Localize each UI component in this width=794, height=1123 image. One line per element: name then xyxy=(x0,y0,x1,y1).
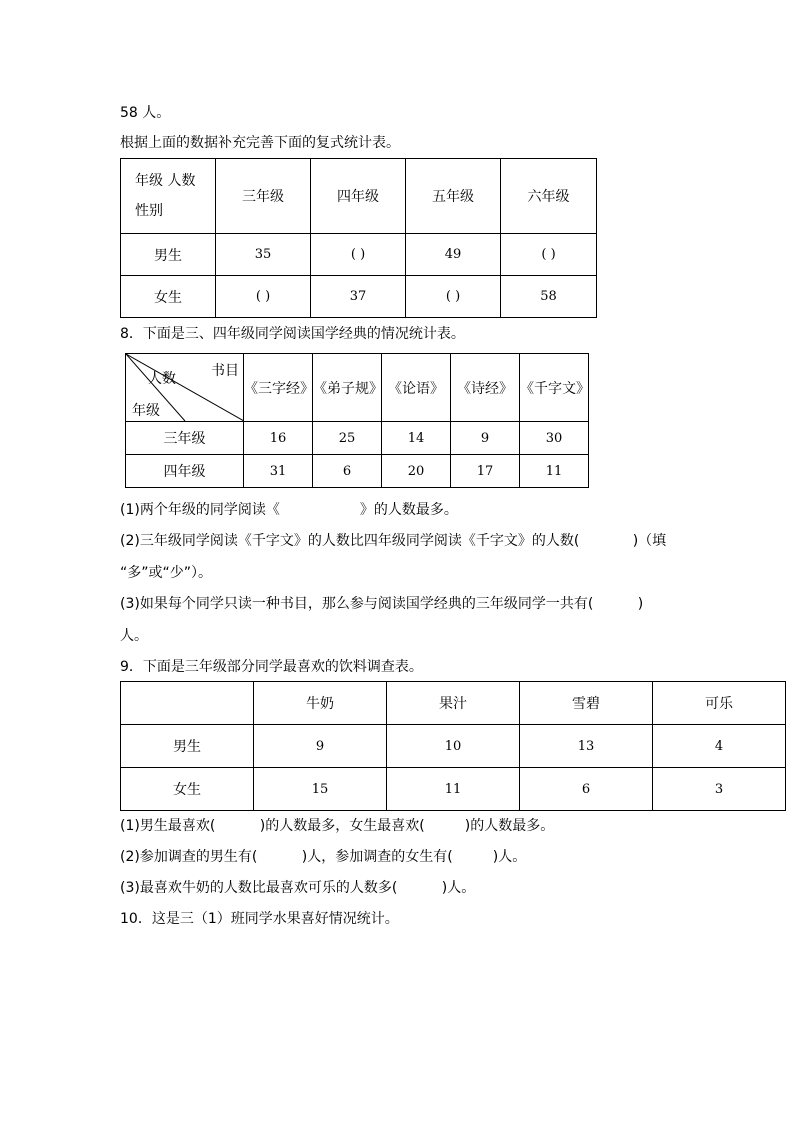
table2-row-label: 三年级 xyxy=(126,422,244,455)
table2-cell: 31 xyxy=(244,455,313,488)
table2-header: 《三字经》 xyxy=(244,354,313,422)
table1-corner xyxy=(121,159,216,234)
table3-header: 雪碧 xyxy=(520,682,653,725)
table3-cell: 10 xyxy=(387,725,520,768)
table1-blank-cell[interactable]: ( ) xyxy=(311,234,406,276)
table2-cell: 14 xyxy=(382,422,451,455)
table3-cell: 6 xyxy=(520,768,653,811)
table1-corner-top: 年级 人数 xyxy=(135,173,196,189)
text-line-58-people: 58 人。 xyxy=(120,105,171,121)
table2-header: 《论语》 xyxy=(382,354,451,422)
table2-row-label: 四年级 xyxy=(126,455,244,488)
table3-cell: 4 xyxy=(653,725,786,768)
table1-header: 三年级 xyxy=(216,159,311,234)
table3-cell: 9 xyxy=(254,725,387,768)
table2-corner-books: 书目 xyxy=(211,363,239,379)
table2-diagonal-corner xyxy=(126,354,244,422)
table3-header: 果汁 xyxy=(387,682,520,725)
question-9-heading: 9．下面是三年级部分同学最喜欢的饮料调查表。 xyxy=(120,659,423,675)
table2-cell: 20 xyxy=(382,455,451,488)
question-8-part-1: (1)两个年级的同学阅读《 》的人数最多。 xyxy=(120,502,458,518)
table1-cell: 49 xyxy=(406,234,501,276)
drink-survey-table xyxy=(120,681,786,811)
table1-blank-cell[interactable]: ( ) xyxy=(501,234,597,276)
table1-cell: 58 xyxy=(501,276,597,318)
table3-cell: 11 xyxy=(387,768,520,811)
table2-cell: 17 xyxy=(451,455,520,488)
question-8-part-3-cont: 人。 xyxy=(120,628,148,644)
table3-header: 牛奶 xyxy=(254,682,387,725)
table1-blank-cell[interactable]: ( ) xyxy=(406,276,501,318)
table1-cell: 37 xyxy=(311,276,406,318)
table1-header: 六年级 xyxy=(501,159,597,234)
question-10-heading: 10．这是三（1）班同学水果喜好情况统计。 xyxy=(120,911,399,927)
question-8-part-3: (3)如果每个同学只读一种书目，那么参与阅读国学经典的三年级同学一共有( ) xyxy=(120,596,644,612)
table2-cell: 11 xyxy=(520,455,589,488)
table3-cell: 13 xyxy=(520,725,653,768)
grade-gender-table xyxy=(120,158,597,318)
question-8-part-2-cont: “多”或“少”）。 xyxy=(120,565,213,581)
table1-row-label: 男生 xyxy=(121,234,216,276)
table2-cell: 6 xyxy=(313,455,382,488)
table3-row-label: 男生 xyxy=(121,725,254,768)
table1-header: 四年级 xyxy=(311,159,406,234)
table2-header: 《弟子规》 xyxy=(313,354,382,422)
table3-corner xyxy=(121,682,254,725)
question-8-heading: 8．下面是三、四年级同学阅读国学经典的情况统计表。 xyxy=(120,326,465,342)
table2-cell: 25 xyxy=(313,422,382,455)
table1-row-label: 女生 xyxy=(121,276,216,318)
table1-blank-cell[interactable]: ( ) xyxy=(216,276,311,318)
table2-cell: 30 xyxy=(520,422,589,455)
table3-header: 可乐 xyxy=(653,682,786,725)
table3-row-label: 女生 xyxy=(121,768,254,811)
reading-classics-table xyxy=(125,353,589,488)
question-9-part-2: (2)参加调查的男生有( )人，参加调查的女生有( )人。 xyxy=(120,849,527,865)
table2-cell: 9 xyxy=(451,422,520,455)
table3-cell: 3 xyxy=(653,768,786,811)
table1-header: 五年级 xyxy=(406,159,501,234)
table2-corner-grade: 年级 xyxy=(132,403,160,419)
question-9-part-3: (3)最喜欢牛奶的人数比最喜欢可乐的人数多( )人。 xyxy=(120,880,476,896)
table1-cell: 35 xyxy=(216,234,311,276)
table3-cell: 15 xyxy=(254,768,387,811)
question-9-part-1: (1)男生最喜欢( )的人数最多，女生最喜欢( )的人数最多。 xyxy=(120,818,555,834)
table2-cell: 16 xyxy=(244,422,313,455)
table2-header: 《千字文》 xyxy=(520,354,589,422)
table2-corner-count: 人数 xyxy=(148,371,176,387)
question-8-part-2: (2)三年级同学阅读《千字文》的人数比四年级同学阅读《千字文》的人数( )（填 xyxy=(120,533,667,549)
instruction-complete-table: 根据上面的数据补充完善下面的复式统计表。 xyxy=(120,135,400,151)
table2-header: 《诗经》 xyxy=(451,354,520,422)
table1-corner-bottom: 性别 xyxy=(135,203,163,219)
